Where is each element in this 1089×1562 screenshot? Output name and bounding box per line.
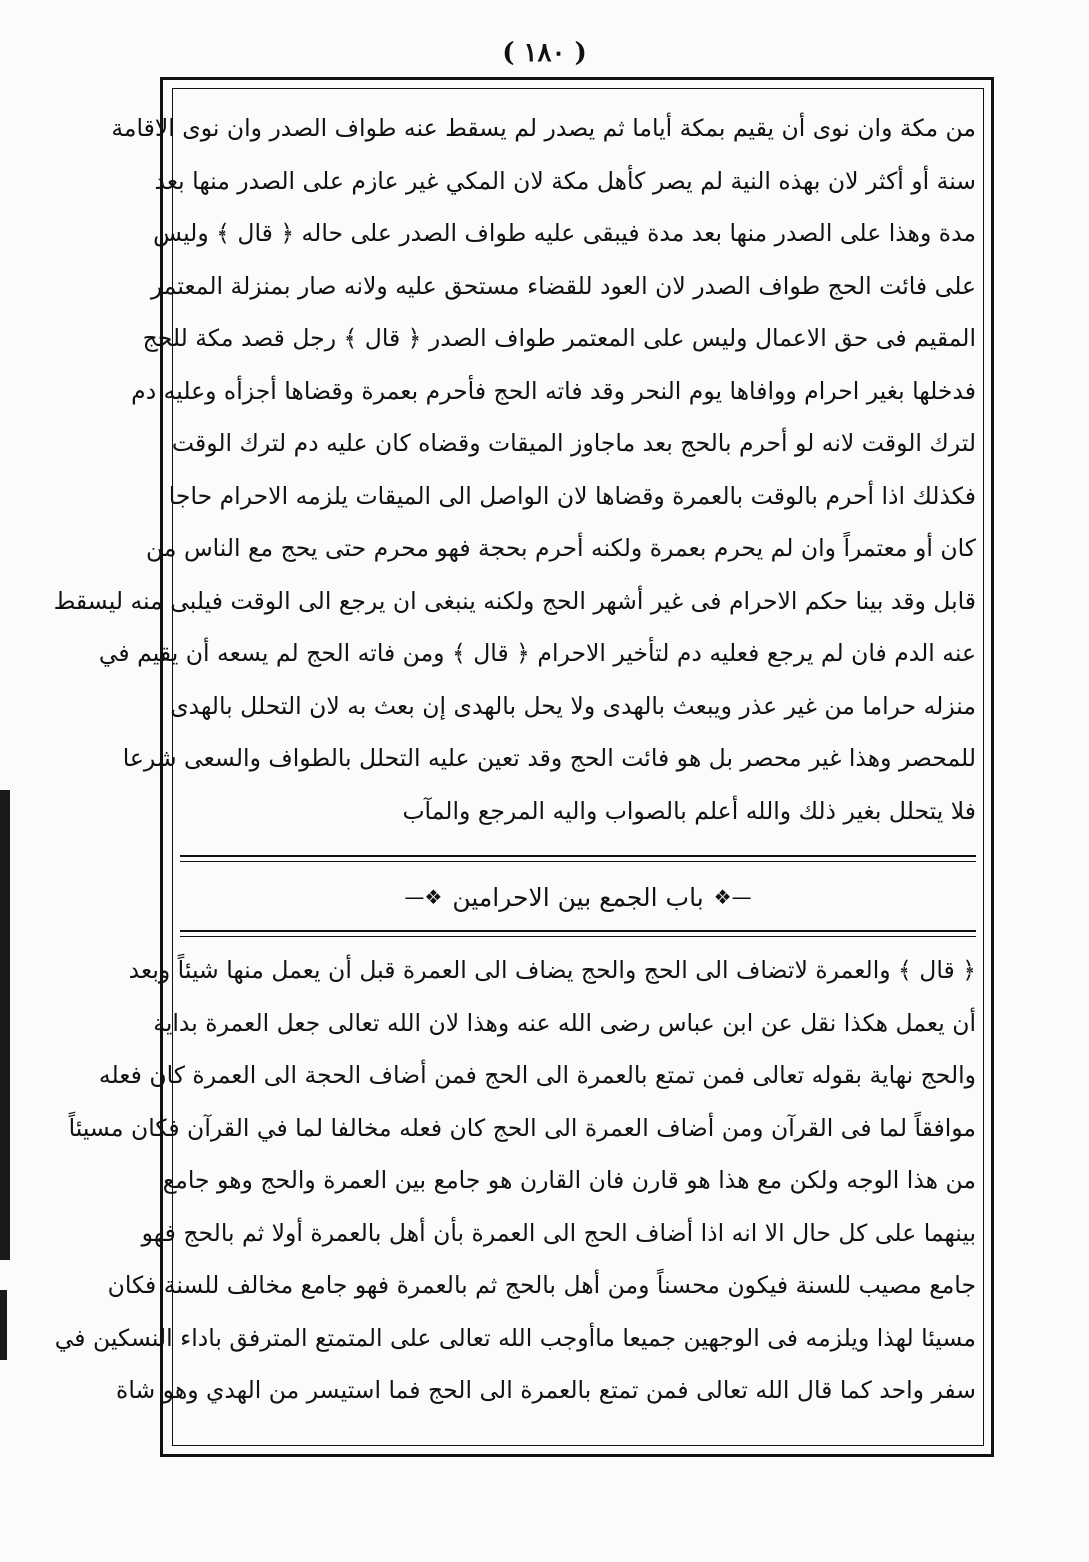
text-line: مدة وهذا على الصدر منها بعد مدة فيبقى عليه طواف الصدر على حاله ﴿ قال ﴾ وليس xyxy=(153,219,976,247)
text-line: منزله حراما من غير عذر ويبعث بالهدى ولا يحل بالهدى إن بعث به لان التحلل بالهدى xyxy=(170,691,976,720)
text-line: كان أو معتمراً وان لم يحرم بعمرة ولكنه أحرم بحجة فهو محرم حتى يحج مع الناس من xyxy=(146,534,976,562)
text-line: فدخلها بغير احرام ووافاها يوم النحر وقد فاته الحج فأحرم بعمرة وقضاها أجزأه وعليه دم xyxy=(131,376,976,405)
section-two-text xyxy=(54,944,976,1417)
divider-rule xyxy=(180,930,976,932)
text-line: جامع مصيب للسنة فيكون محسناً ومن أهل بالحج ثم بالعمرة فهو جامع مخالف للسنة فكان xyxy=(107,1271,976,1299)
ornament-right-icon: —❖ xyxy=(713,885,752,909)
text-line: من مكة وان نوى أن يقيم بمكة أياما ثم يصدر لم يسقط عنه طواف الصدر وان نوى الاقامة xyxy=(111,114,976,142)
scan-edge-shadow xyxy=(0,790,10,1260)
text-line: مسيئا لهذا ويلزمه فى الوجهين جميعا ماأوجب الله تعالى على المتمتع المترفق باداء النسكين في xyxy=(54,1323,976,1352)
text-line: بينهما على كل حال الا انه اذا أضاف الحج الى العمرة بأن أهل بالعمرة أولا ثم بالحج فهو xyxy=(141,1218,976,1247)
page-number: ( ١٨٠ ) xyxy=(502,38,587,68)
section-one-text xyxy=(53,102,976,837)
text-line: فلا يتحلل بغير ذلك والله أعلم بالصواب واليه المرجع والمآب xyxy=(402,796,976,825)
text-line: سفر واحد كما قال الله تعالى فمن تمتع بالعمرة الى الحج فما استيسر من الهدي وهو شاة xyxy=(116,1376,976,1404)
divider-rule xyxy=(180,936,976,937)
text-line: فكذلك اذا أحرم بالوقت بالعمرة وقضاها لان الواصل الى الميقات يلزمه الاحرام حاجا xyxy=(168,481,976,510)
text-line: موافقاً لما فى القرآن ومن أضاف العمرة الى الحج كان فعله مخالفا لما في القرآن فكان مسيئاً xyxy=(68,1113,976,1142)
text-line: عنه الدم فان لم يرجع فعليه دم لتأخير الاحرام ﴿ قال ﴾ ومن فاته الحج لم يسعه أن يقيم في xyxy=(98,639,976,667)
divider-rule xyxy=(180,861,976,862)
chapter-title: باب الجمع بين الاحرامين xyxy=(452,882,704,912)
text-line: قابل وقد بينا حكم الاحرام فى غير أشهر الحج ولكنه ينبغى ان يرجع الى الوقت فيلبى منه ليسقط xyxy=(53,586,976,615)
text-line: سنة أو أكثر لان بهذه النية لم يصر كأهل مكة لان المكي غير عازم على الصدر منها بعد xyxy=(154,166,976,195)
divider-rule xyxy=(180,855,976,857)
text-line: للمحصر وهذا غير محصر بل هو فائت الحج وقد تعين عليه التحلل بالطواف والسعى شرعا xyxy=(122,744,976,772)
text-line: المقيم فى حق الاعمال وليس على المعتمر طواف الصدر ﴿ قال ﴾ رجل قصد مكة للحج xyxy=(142,324,976,352)
text-line: من هذا الوجه ولكن مع هذا هو قارن فان القارن هو جامع بين العمرة والحج وهو جامع xyxy=(162,1166,976,1194)
text-line: لترك الوقت لانه لو أحرم بالحج بعد ماجاوز الميقات وقضاه كان عليه دم لترك الوقت xyxy=(171,429,976,457)
chapter-heading xyxy=(180,868,976,926)
text-line: أن يعمل هكذا نقل عن ابن عباس رضى الله عنه وهذا لان الله تعالى جعل العمرة بداية xyxy=(153,1008,976,1037)
scan-edge-shadow xyxy=(0,1290,7,1360)
text-line: على فائت الحج طواف الصدر لان العود للقضاء مستحق عليه ولانه صار بمنزلة المعتمر xyxy=(150,271,976,300)
text-line: والحج نهاية بقوله تعالى فمن تمتع بالعمرة الى الحج فمن أضاف الحجة الى العمرة كان فعله xyxy=(98,1061,976,1089)
text-line: ﴿ قال ﴾ والعمرة لاتضاف الى الحج والحج يضاف الى العمرة قبل أن يعمل منها شيئاً وبعد xyxy=(128,956,976,984)
ornament-left-icon: ❖— xyxy=(404,885,443,909)
